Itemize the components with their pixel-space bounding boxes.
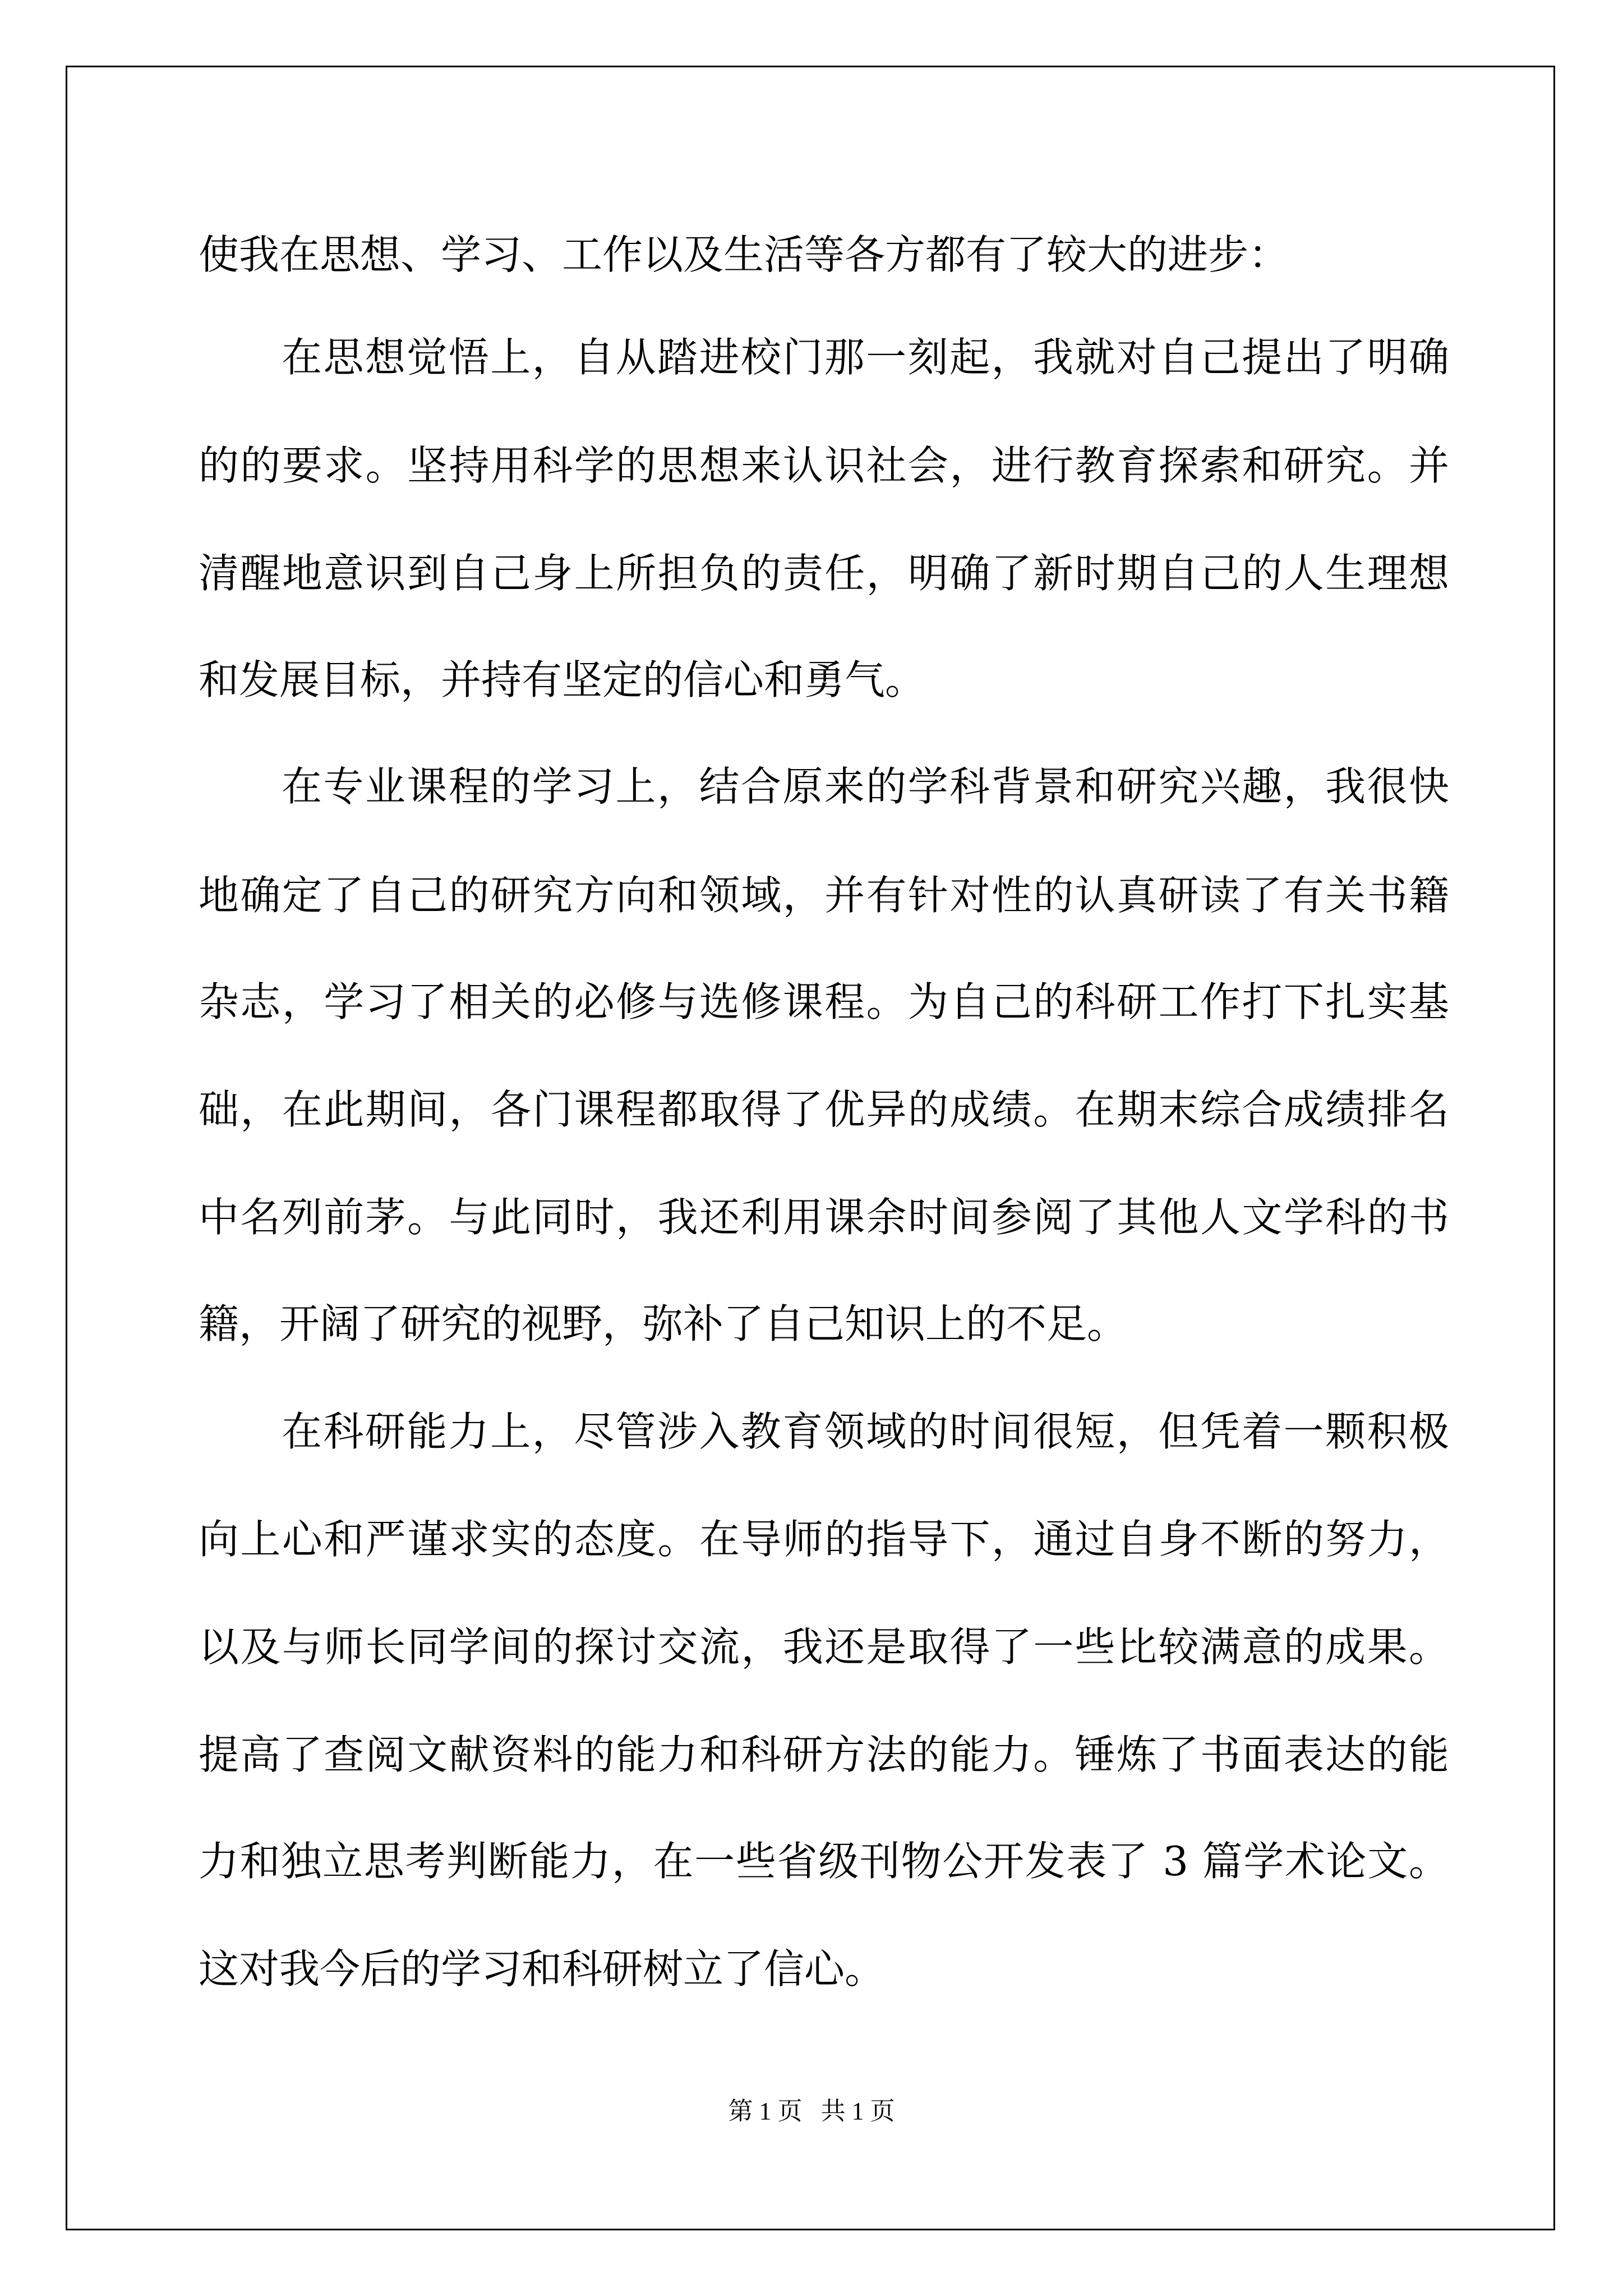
page-border bbox=[66, 66, 1555, 2230]
paragraph-line: 和发展目标，并持有坚定的信心和勇气。 bbox=[199, 656, 926, 703]
paragraph-line: 清醒地意识到自己身上所担负的责任，明确了新时期自己的人生理想 bbox=[199, 550, 1449, 597]
paragraph-line: 这对我今后的学习和科研树立了信心。 bbox=[199, 1945, 886, 1993]
paragraph-line: 在科研能力上，尽管涉入教育领域的时间很短，但凭着一颗积极 bbox=[282, 1408, 1449, 1455]
paragraph-line: 使我在思想、学习、工作以及生活等各方都有了较大的进步： bbox=[199, 231, 1289, 278]
paragraph-line: 向上心和严谨求实的态度。在导师的指导下，通过自身不断的努力， bbox=[199, 1516, 1449, 1563]
paragraph-line: 提高了查阅文献资料的能力和科研方法的能力。锤炼了书面表达的能 bbox=[199, 1731, 1449, 1778]
paragraph-line: 地确定了自己的研究方向和领域，并有针对性的认真研读了有关书籍 bbox=[199, 872, 1449, 919]
paragraph-line: 以及与师长同学间的探讨交流，我还是取得了一些比较满意的成果。 bbox=[199, 1623, 1449, 1671]
page-footer: 第 1 页 共 1 页 bbox=[728, 2097, 895, 2125]
paragraph-line: 力和独立思考判断能力，在一些省级刊物公开发表了 3 篇学术论文。 bbox=[199, 1838, 1449, 1885]
paragraph-line: 的的要求。坚持用科学的思想来认识社会，进行教育探索和研究。并 bbox=[199, 442, 1449, 489]
paragraph-line: 籍，开阔了研究的视野，弥补了自己知识上的不足。 bbox=[199, 1300, 1128, 1347]
paragraph-line: 在思想觉悟上，自从踏进校门那一刻起，我就对自己提出了明确 bbox=[282, 334, 1449, 381]
paragraph-line: 中名列前茅。与此同时，我还利用课余时间参阅了其他人文学科的书 bbox=[199, 1194, 1449, 1241]
paragraph-line: 础，在此期间，各门课程都取得了优异的成绩。在期末综合成绩排名 bbox=[199, 1086, 1449, 1133]
paragraph-line: 在专业课程的学习上，结合原来的学科背景和研究兴趣，我很快 bbox=[282, 763, 1449, 810]
paragraph-line: 杂志，学习了相关的必修与选修课程。为自己的科研工作打下扎实基 bbox=[199, 978, 1449, 1025]
